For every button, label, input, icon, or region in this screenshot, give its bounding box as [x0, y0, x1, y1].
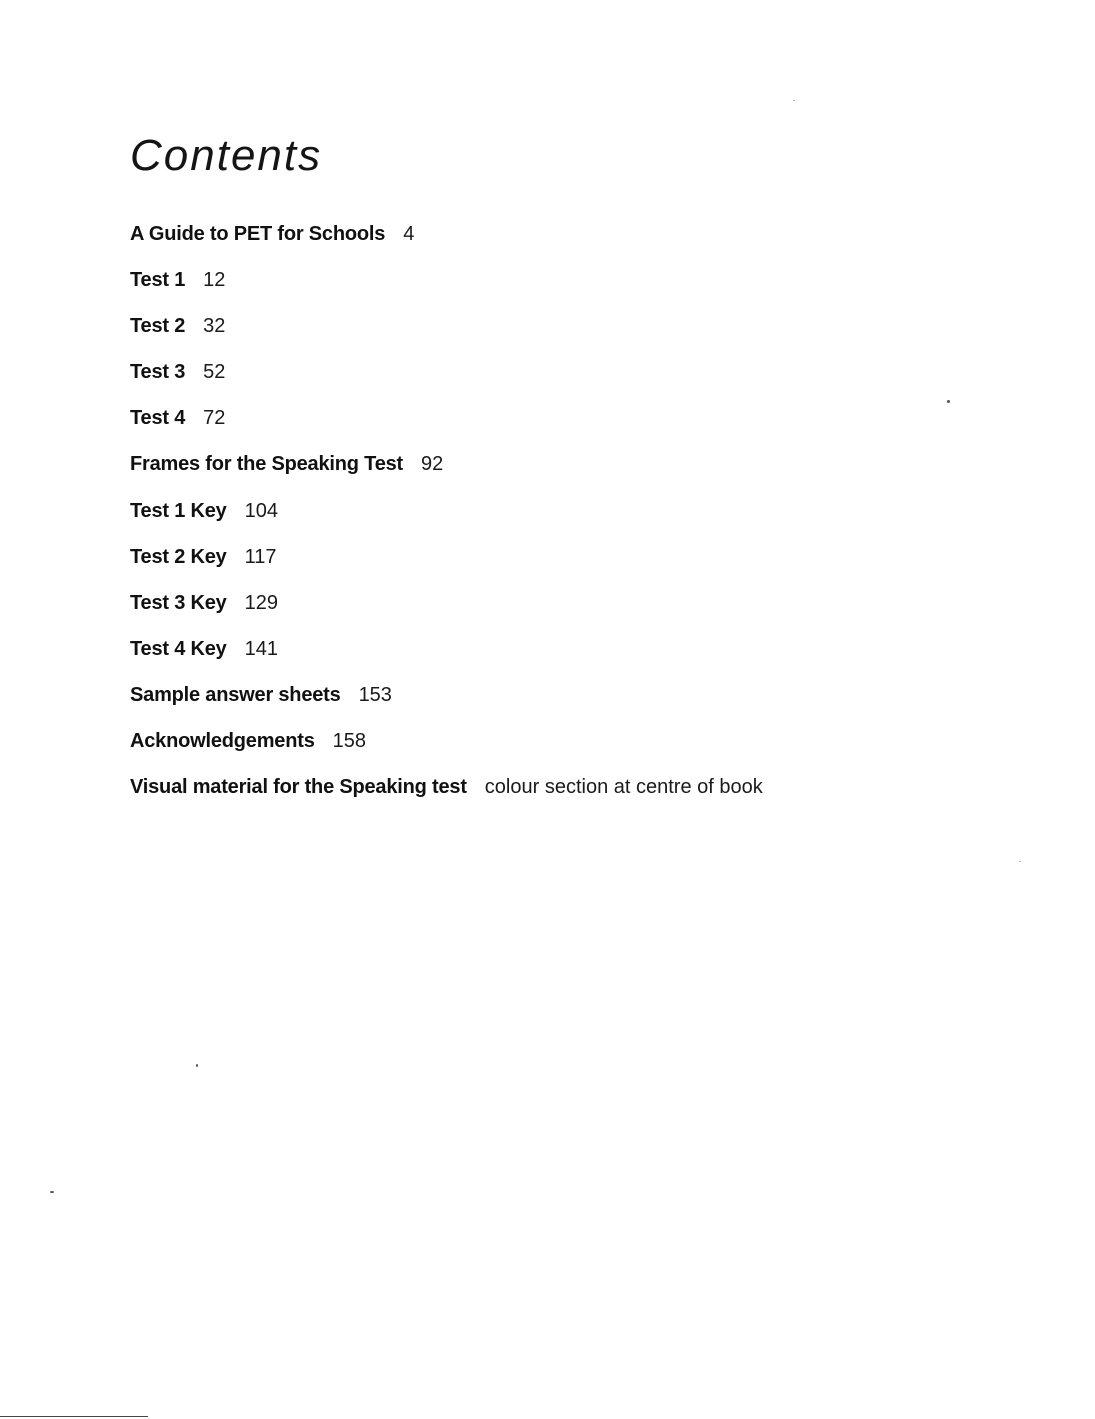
toc-entry-label: Test 2 Key: [130, 545, 227, 568]
toc-entry-speaking-frames[interactable]: [130, 452, 1030, 498]
toc-entry-label: Visual material for the Speaking test: [130, 776, 467, 799]
toc-entry-test-3[interactable]: [130, 360, 1030, 406]
toc-entry-page: 92: [421, 453, 444, 476]
toc-entry-label: Test 3: [130, 361, 186, 384]
toc-entry-page: 141: [244, 637, 278, 660]
toc-entry-page: 4: [403, 223, 415, 245]
toc-entry-label: Test 1: [130, 269, 186, 292]
toc-entry-page: 158: [332, 730, 366, 753]
toc-entry-page: 153: [358, 683, 392, 706]
toc-entry-label: Test 3 Key: [130, 591, 227, 614]
toc-entry-label: Test 4 Key: [130, 637, 227, 660]
scan-speck: [1019, 861, 1021, 862]
toc-entry-test-4-key[interactable]: [130, 637, 1030, 683]
table-of-contents: [130, 222, 1030, 821]
toc-entry-page: 117: [244, 545, 277, 568]
toc-entry-page: 32: [203, 315, 226, 338]
toc-entry-page: 72: [203, 407, 226, 430]
toc-entry-label: Test 1 Key: [130, 499, 227, 522]
scan-speck: [947, 400, 950, 403]
toc-entry-page: 104: [244, 499, 278, 522]
toc-entry-test-2-key[interactable]: [130, 545, 1030, 591]
toc-entry-answer-sheets[interactable]: [130, 683, 1030, 729]
toc-entry-label: Acknowledgements: [130, 730, 315, 753]
toc-entry-test-1[interactable]: [130, 268, 1030, 314]
toc-entry-label: Test 4: [130, 407, 186, 430]
page-title: Contents: [130, 131, 323, 180]
toc-entry-page: 52: [203, 361, 226, 384]
toc-entry-page: 129: [244, 591, 278, 614]
toc-entry-guide[interactable]: [130, 222, 1030, 268]
scan-speck: [793, 100, 795, 101]
scan-speck: [50, 1191, 54, 1193]
toc-entry-acknowledgements[interactable]: [130, 729, 1030, 775]
toc-entry-test-2[interactable]: [130, 314, 1030, 360]
page-edge-rule: [0, 1416, 148, 1417]
toc-entry-visual-material[interactable]: [130, 775, 1030, 821]
scan-speck: [196, 1064, 198, 1067]
toc-entry-label: Sample answer sheets: [130, 683, 341, 706]
toc-entry-test-3-key[interactable]: [130, 591, 1030, 637]
toc-entry-page: 12: [203, 269, 226, 292]
toc-entry-label: Frames for the Speaking Test: [130, 453, 403, 476]
toc-entry-location-note: colour section at centre of book: [484, 776, 763, 799]
toc-entry-test-4[interactable]: [130, 406, 1030, 452]
toc-entry-label: A Guide to PET for Schools: [130, 223, 386, 245]
toc-entry-label: Test 2: [130, 315, 186, 338]
toc-entry-test-1-key[interactable]: [130, 499, 1030, 545]
